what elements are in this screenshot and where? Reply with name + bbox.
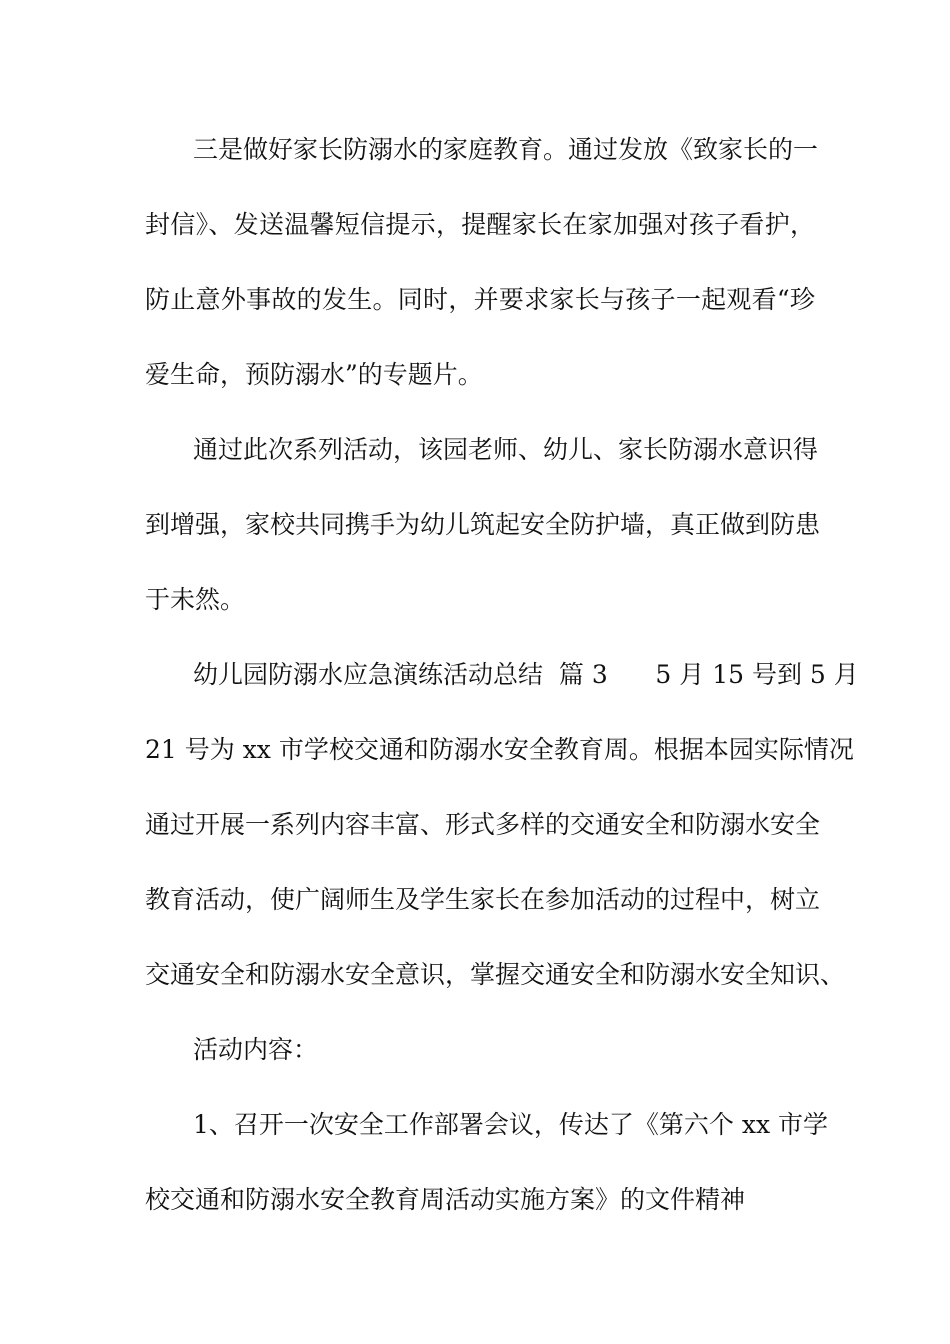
section-heading-line: 幼儿园防溺水应急演练活动总结 篇 3 5 月 15 号到 5 月 [193, 660, 859, 689]
paragraph-line: 通过此次系列活动，该园老师、幼儿、家长防溺水意识得 [193, 435, 819, 464]
list-heading: 活动内容： [193, 1035, 319, 1064]
paragraph-line: 交通安全和防溺水安全意识，掌握交通安全和防溺水安全知识、 [145, 960, 846, 989]
paragraph-line: 于未然。 [145, 585, 246, 614]
paragraph-line: 教育活动，使广阔师生及学生家长在参加活动的过程中，树立 [145, 885, 821, 914]
paragraph-line: 通过开展一系列内容丰富、形式多样的交通安全和防溺水安全 [145, 810, 821, 839]
paragraph-line: 三是做好家长防溺水的家庭教育。通过发放《致家长的一 [193, 135, 819, 164]
paragraph-line: 21 号为 xx 市学校交通和防溺水安全教育周。根据本园实际情况 [145, 735, 854, 764]
paragraph-line: 到增强，家校共同携手为幼儿筑起安全防护墙，真正做到防患 [145, 510, 821, 539]
list-item-line: 校交通和防溺水安全教育周活动实施方案》的文件精神 [145, 1185, 746, 1214]
paragraph-line: 爱生命，预防溺水”的专题片。 [145, 360, 483, 389]
list-item-line: 1、召开一次安全工作部署会议，传达了《第六个 xx 市学 [193, 1110, 828, 1139]
paragraph-line: 封信》、发送温馨短信提示，提醒家长在家加强对孩子看护， [145, 210, 815, 239]
paragraph-line: 防止意外事故的发生。同时，并要求家长与孩子一起观看“珍 [145, 285, 815, 314]
